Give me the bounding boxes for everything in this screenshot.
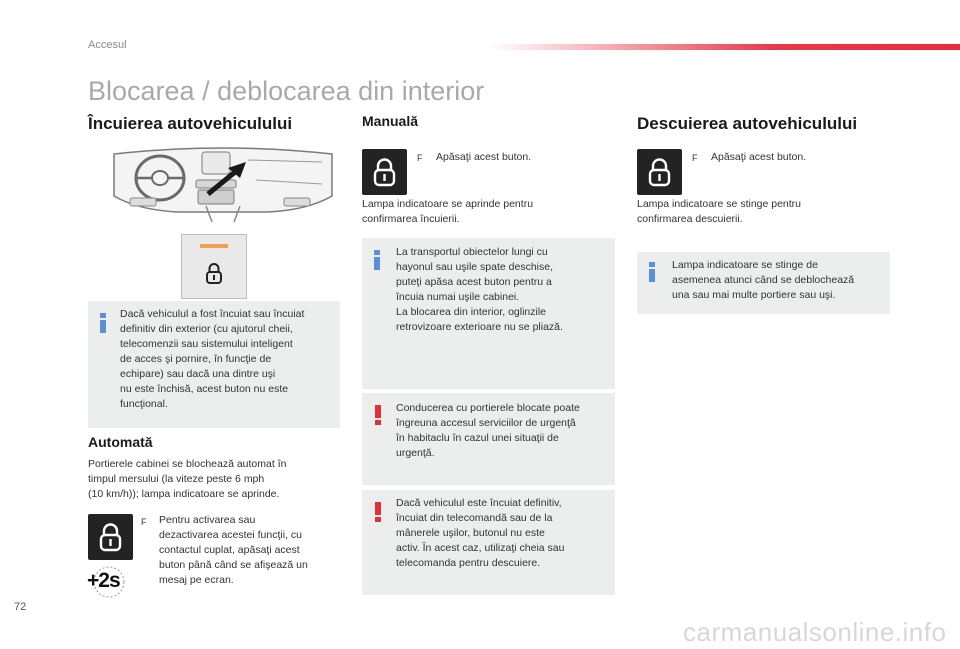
indicator-lamp [200, 244, 228, 248]
lock-button-icon [88, 514, 133, 560]
lock-button-icon [637, 149, 682, 195]
unlock-instruction: Apăsaţi acest buton. [711, 151, 807, 163]
info-note-text: Lampa indicatoare se stinge de asemenea atunci când se deblochează una sau mai multe portiere sau uşi. [672, 259, 855, 301]
warning-note-text: Dacă vehiculul este încuiat definitiv, încuiat din telecomandă sau de la mânerele uşilor, butonul nu este activ. În acest caz, utilizaţi cheia sau telecomanda pentru descuiere. [396, 497, 565, 569]
unlock-lamp-text: Lampa indicatoare se stinge pentru confirmarea descuierii. [637, 198, 802, 225]
lock-button-icon [362, 149, 407, 195]
section-label: Accesul [88, 39, 127, 51]
dashboard-illustration [108, 140, 338, 228]
info-note-box [637, 252, 890, 314]
info-note-box [362, 238, 615, 389]
warning-note-box [362, 393, 615, 485]
manual-heading: Manuală [362, 113, 419, 129]
automatic-description: Portierele cabinei se blochează automat în timpul mersului (la viteze peste 6 mph (10 km/h)); lampa indicatoare se aprinde. [88, 458, 287, 500]
automatic-heading: Automată [88, 434, 153, 450]
info-icon [649, 262, 655, 282]
warning-note-box [362, 490, 615, 595]
manual-instruction: Apăsaţi acest buton. [436, 151, 532, 163]
unlocking-heading: Descuierea autovehiculului [637, 114, 858, 133]
info-note-box [88, 301, 340, 428]
watermark: carmanualsonline.info [683, 617, 947, 647]
warning-note-text: Conducerea cu portierele blocate poate îngreuna accesul serviciilor de urgenţă în habitaclu în cazul unei situaţii de urgenţă. [396, 402, 580, 459]
bullet-marker: F [692, 153, 698, 163]
warning-icon [375, 502, 381, 522]
manual-lamp-text: Lampa indicatoare se aprinde pentru confirmarea încuierii. [362, 198, 534, 225]
info-icon [374, 250, 380, 270]
page-number: 72 [14, 601, 27, 613]
two-seconds-label: +2s [87, 569, 120, 592]
automatic-instruction: Pentru activarea sau dezactivarea acestei funcţii, cu contactul cuplat, apăsaţi acest buton până când se afişează un mesaj pe ecran. [159, 514, 308, 586]
header-accent-line [490, 44, 960, 50]
lock-button-indicator-illustration [181, 234, 247, 299]
info-note-text: La transportul obiectelor lungi cu hayonul sau uşile spate deschise, puteţi apăsa acest buton pentru a încuia numai uşile cabinei. La blocarea din interior, oglinzile retrovizoare exterioare nu se pliază. [396, 246, 563, 333]
bullet-marker: F [417, 153, 423, 163]
warning-icon [375, 405, 381, 425]
bullet-marker: F [141, 517, 147, 527]
lock-icon [206, 262, 222, 289]
page-title: Blocarea / deblocarea din interior [88, 76, 485, 106]
hold-two-seconds-icon [88, 565, 130, 599]
info-note-text: Dacă vehiculul a fost încuiat sau încuiat definitiv din exterior (cu ajutorul cheii, telecomenzii sau sistemului inteligent de acces şi pornire, în funcţie de echipare) sau dacă una dintre uşi nu este închisă, acest buton nu este funcţional. [120, 308, 305, 410]
locking-heading: Încuierea autovehiculului [88, 114, 293, 133]
info-icon [100, 313, 106, 333]
